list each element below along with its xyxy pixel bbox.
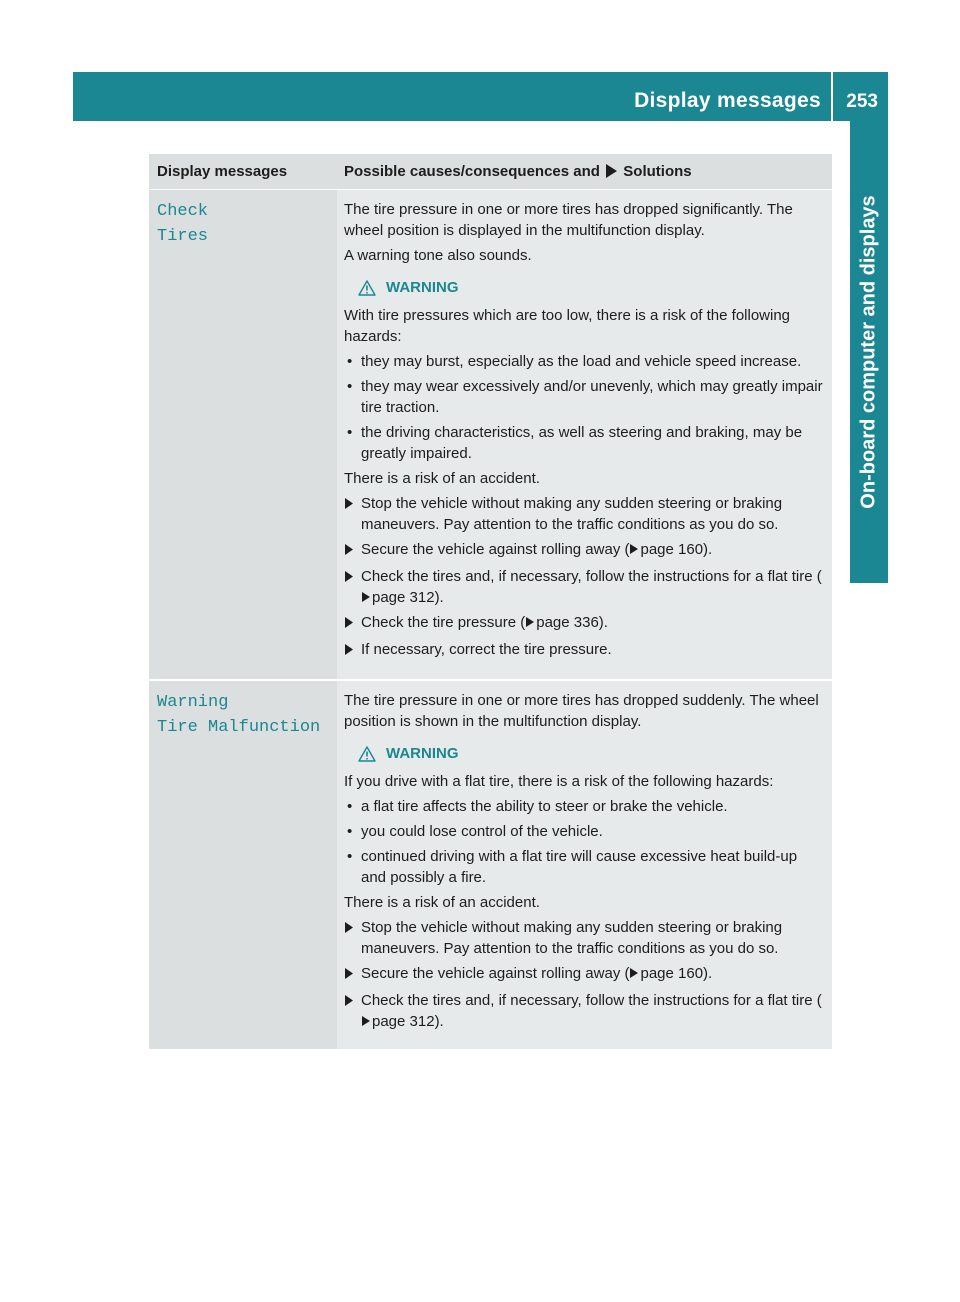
list-item [344, 566, 826, 608]
step-arrow-icon [344, 643, 354, 656]
chapter-tab-label: On-board computer and displays [857, 195, 880, 509]
bullet-mark: • [347, 424, 353, 441]
page-ref-icon [630, 968, 638, 978]
page-reference-link[interactable]: page 312). [372, 1013, 444, 1030]
bullet-mark: • [347, 378, 353, 395]
step-arrow-icon [344, 497, 354, 510]
page-reference-link[interactable]: page 160). [640, 965, 713, 982]
step-mark [344, 639, 361, 662]
list-item [344, 351, 826, 372]
col-header-display-messages: Display messages [157, 163, 288, 180]
step-mark [344, 539, 361, 562]
warning-triangle-icon [358, 746, 376, 762]
bullet-mark: • [347, 353, 353, 370]
step-mark [344, 566, 361, 608]
page-ref-icon [526, 617, 534, 627]
warning-heading [358, 743, 826, 764]
step-text [361, 963, 712, 986]
bullet-text: a flat tire affects the ability to steer or brake the vehicle. [361, 798, 728, 815]
list-item [344, 990, 826, 1032]
table-row [149, 681, 832, 1051]
list-item [344, 376, 826, 418]
step-text: Stop the vehicle without making any sudden steering or braking maneuvers. Pay attention to the traffic conditions as you do so. [361, 919, 783, 957]
warning-text: If you drive with a flat tire, there is a risk of the following hazards: [344, 773, 774, 790]
cause-text: The tire pressure in one or more tires has dropped significantly. The wheel position is displayed in the multifunction display. [344, 201, 793, 239]
step-arrow-icon [344, 921, 354, 934]
step-arrow-icon [344, 967, 354, 980]
step-text [361, 539, 712, 562]
warning-triangle-icon [358, 280, 376, 296]
step-mark [344, 990, 361, 1032]
table-row [149, 190, 832, 681]
step-text-part: Check the tires and, if necessary, follow the instructions for a flat tire ( [361, 992, 822, 1009]
list-item [344, 796, 826, 817]
step-text [361, 990, 826, 1032]
warning-text: With tire pressures which are too low, there is a risk of the following hazards: [344, 307, 791, 345]
display-messages-table [149, 154, 832, 1051]
step-arrow-icon [344, 570, 354, 583]
display-message-cell [149, 681, 337, 1049]
step-arrow-icon [344, 543, 354, 556]
header-divider [831, 72, 833, 121]
page-reference-link[interactable]: page 336). [536, 614, 608, 631]
warning-label: WARNING [386, 279, 459, 296]
step-text [361, 566, 826, 608]
page-header [73, 72, 888, 121]
list-item [344, 422, 826, 464]
col-header-causes-solutions [337, 154, 692, 189]
display-message-line: Check [157, 202, 209, 221]
step-text: Stop the vehicle without making any sudden steering or braking maneuvers. Pay attention to the traffic conditions as you do so. [361, 495, 783, 533]
risk-text: There is a risk of an accident. [344, 894, 540, 911]
col-header-suffix: Solutions [623, 163, 692, 180]
solution-cell [337, 190, 832, 679]
step-mark [344, 963, 361, 986]
display-message-line: Warning [157, 693, 229, 712]
step-mark [344, 917, 361, 959]
step-text [361, 612, 608, 635]
display-message-line: Tire Malfunction [157, 718, 321, 737]
list-item [344, 612, 826, 635]
list-item [344, 963, 826, 986]
list-item [344, 846, 826, 888]
list-item [344, 493, 826, 535]
step-mark [344, 493, 361, 535]
bullet-text: continued driving with a flat tire will cause excessive heat build-up and possibly a fire. [361, 848, 798, 886]
page-number: 253 [846, 91, 878, 112]
list-item [344, 821, 826, 842]
page-ref-icon [630, 544, 638, 554]
solution-cell [337, 681, 832, 1049]
bullet-mark: • [347, 798, 353, 815]
cause-text: The tire pressure in one or more tires has dropped suddenly. The wheel position is shown in the multifunction display. [344, 692, 819, 730]
step-text-part: Secure the vehicle against rolling away ( [361, 541, 630, 558]
bullet-text: you could lose control of the vehicle. [361, 823, 603, 840]
step-text-part: Secure the vehicle against rolling away ( [361, 965, 630, 982]
step-text-part: Check the tire pressure ( [361, 614, 526, 631]
step-text: If necessary, correct the tire pressure. [361, 641, 612, 658]
display-message-cell [149, 190, 337, 679]
bullet-mark: • [347, 848, 353, 865]
page-reference-link[interactable]: page 312). [372, 589, 444, 606]
risk-text: There is a risk of an accident. [344, 470, 540, 487]
warning-label: WARNING [386, 745, 459, 762]
step-arrow-icon [344, 616, 354, 629]
step-mark [344, 612, 361, 635]
step-arrow-icon [344, 994, 354, 1007]
arrow-right-icon [606, 164, 617, 178]
list-item [344, 639, 826, 662]
page-reference-link[interactable]: page 160). [640, 541, 713, 558]
display-message-line: Tires [157, 227, 209, 246]
list-item [344, 539, 826, 562]
bullet-text: they may burst, especially as the load and vehicle speed increase. [361, 353, 802, 370]
table-header-row [149, 154, 832, 190]
section-title: Display messages [634, 89, 821, 112]
bullet-mark: • [347, 823, 353, 840]
cause-text: A warning tone also sounds. [344, 247, 532, 264]
warning-heading [358, 277, 826, 298]
col-header-prefix: Possible causes/consequences and [344, 163, 600, 180]
step-text-part: Check the tires and, if necessary, follow the instructions for a flat tire ( [361, 568, 822, 585]
bullet-text: they may wear excessively and/or unevenly, which may greatly impair tire traction. [361, 378, 823, 416]
page-ref-icon [362, 592, 370, 602]
bullet-text: the driving characteristics, as well as steering and braking, may be greatly impaired. [361, 424, 803, 462]
page-ref-icon [362, 1016, 370, 1026]
list-item [344, 917, 826, 959]
